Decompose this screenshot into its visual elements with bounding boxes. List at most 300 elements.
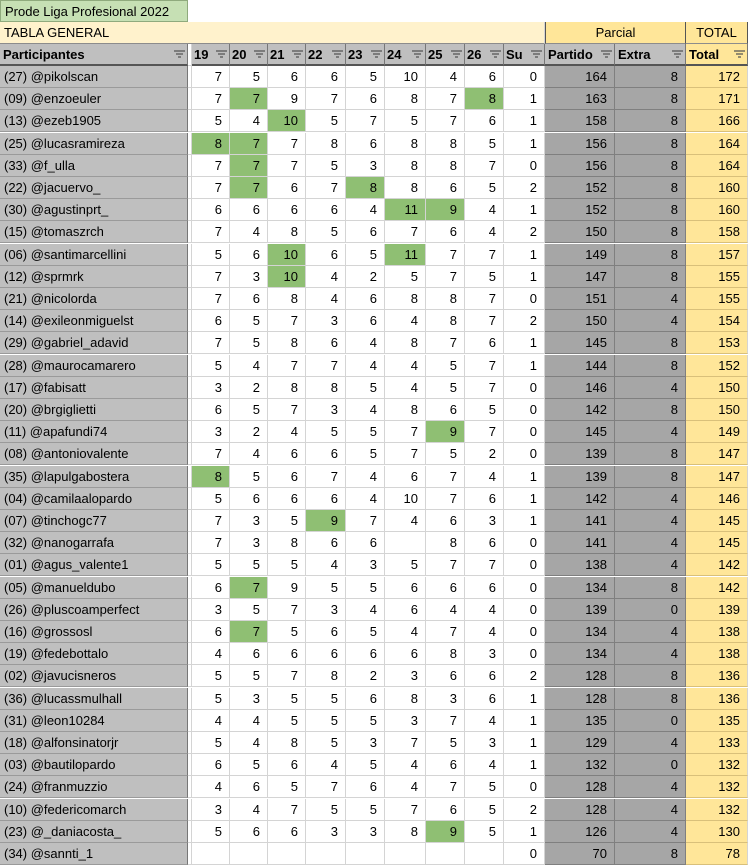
total-points[interactable]: 172 (686, 66, 748, 88)
extra-points[interactable]: 8 (615, 355, 686, 377)
week-score-cell[interactable]: 6 (465, 488, 504, 510)
week-score-cell[interactable]: 5 (192, 821, 230, 843)
filter-dropdown-icon[interactable] (734, 49, 745, 60)
week-score-cell[interactable]: 8 (306, 133, 346, 155)
week-score-cell[interactable]: 3 (465, 732, 504, 754)
participant-name[interactable]: (36) @lucassmulhall (0, 688, 188, 710)
extra-points[interactable]: 8 (615, 88, 686, 110)
week-score-cell[interactable]: 8 (268, 221, 306, 243)
total-points[interactable]: 171 (686, 88, 748, 110)
total-points[interactable]: 150 (686, 399, 748, 421)
partido-points[interactable]: 70 (545, 843, 615, 865)
week-score-cell[interactable]: 3 (465, 510, 504, 532)
filter-dropdown-icon[interactable] (451, 49, 462, 60)
participant-name[interactable]: (33) @f_ulla (0, 155, 188, 177)
partido-points[interactable]: 128 (545, 776, 615, 798)
week-score-cell[interactable]: 6 (268, 466, 306, 488)
extra-points[interactable]: 8 (615, 155, 686, 177)
week-score-cell[interactable]: 4 (346, 332, 385, 354)
week-score-cell[interactable]: 5 (230, 554, 268, 576)
week-score-cell[interactable]: 6 (426, 577, 465, 599)
week-score-cell[interactable]: 8 (385, 688, 426, 710)
participant-name[interactable]: (02) @javucisneros (0, 665, 188, 687)
extra-points[interactable]: 4 (615, 310, 686, 332)
week-score-cell[interactable]: 2 (504, 665, 545, 687)
participant-name[interactable]: (09) @enzoeuler (0, 88, 188, 110)
week-score-cell[interactable]: 4 (192, 710, 230, 732)
week-score-cell[interactable]: 5 (306, 221, 346, 243)
week-score-cell[interactable]: 5 (268, 710, 306, 732)
week-score-cell[interactable]: 9 (268, 577, 306, 599)
week-score-cell[interactable]: 2 (504, 177, 545, 199)
partido-points[interactable]: 145 (545, 332, 615, 354)
week-score-cell[interactable]: 1 (504, 710, 545, 732)
week-score-cell[interactable]: 5 (465, 399, 504, 421)
week-score-cell[interactable]: 8 (385, 177, 426, 199)
week-score-cell[interactable]: 8 (385, 288, 426, 310)
week-score-cell[interactable]: 7 (306, 776, 346, 798)
week-score-cell[interactable]: 2 (504, 221, 545, 243)
participant-name[interactable]: (20) @brgiglietti (0, 399, 188, 421)
week-score-cell[interactable]: 6 (346, 532, 385, 554)
week-score-cell[interactable]: 9 (426, 821, 465, 843)
week-score-cell[interactable]: 1 (504, 88, 545, 110)
week-score-cell[interactable]: 4 (230, 443, 268, 465)
week-score-cell[interactable]: 1 (504, 488, 545, 510)
week-score-cell[interactable]: 8 (268, 288, 306, 310)
week-score-cell[interactable]: 5 (385, 110, 426, 132)
week-score-cell[interactable]: 4 (385, 310, 426, 332)
week-score-cell[interactable]: 5 (268, 776, 306, 798)
partido-points[interactable]: 152 (545, 177, 615, 199)
week-score-cell[interactable] (306, 843, 346, 865)
week-score-cell[interactable]: 5 (306, 799, 346, 821)
week-score-cell[interactable]: 6 (230, 821, 268, 843)
week-score-cell[interactable]: 5 (346, 66, 385, 88)
week-score-cell[interactable]: 8 (385, 332, 426, 354)
week-score-cell[interactable]: 7 (230, 577, 268, 599)
participantes-header[interactable]: Participantes (0, 44, 188, 66)
week-score-cell[interactable]: 5 (306, 421, 346, 443)
extra-points[interactable]: 4 (615, 732, 686, 754)
week-score-cell[interactable]: 6 (306, 488, 346, 510)
week-header-26[interactable]: 26 (465, 44, 504, 66)
week-score-cell[interactable]: 5 (230, 599, 268, 621)
week-score-cell[interactable]: 7 (192, 177, 230, 199)
week-score-cell[interactable]: 4 (465, 199, 504, 221)
participant-name[interactable]: (11) @apafundi74 (0, 421, 188, 443)
partido-points[interactable]: 129 (545, 732, 615, 754)
week-score-cell[interactable]: 7 (192, 443, 230, 465)
week-score-cell[interactable]: 6 (426, 510, 465, 532)
week-score-cell[interactable]: 1 (504, 199, 545, 221)
week-score-cell[interactable]: 4 (230, 732, 268, 754)
week-score-cell[interactable]: 0 (504, 421, 545, 443)
extra-points[interactable]: 4 (615, 532, 686, 554)
week-score-cell[interactable]: 7 (426, 88, 465, 110)
week-score-cell[interactable]: 6 (346, 310, 385, 332)
week-score-cell[interactable]: 3 (385, 665, 426, 687)
week-score-cell[interactable]: 6 (192, 310, 230, 332)
week-score-cell[interactable]: 3 (192, 799, 230, 821)
week-score-cell[interactable]: 8 (268, 377, 306, 399)
week-score-cell[interactable] (346, 843, 385, 865)
week-score-cell[interactable]: 6 (465, 110, 504, 132)
participant-name[interactable]: (13) @ezeb1905 (0, 110, 188, 132)
partido-points[interactable]: 147 (545, 266, 615, 288)
week-score-cell[interactable]: 4 (385, 621, 426, 643)
week-score-cell[interactable]: 7 (385, 732, 426, 754)
week-score-cell[interactable]: 6 (306, 643, 346, 665)
week-score-cell[interactable]: 4 (268, 421, 306, 443)
participant-name[interactable]: (12) @sprmrk (0, 266, 188, 288)
week-score-cell[interactable]: 3 (230, 688, 268, 710)
week-score-cell[interactable]: 0 (504, 532, 545, 554)
participant-name[interactable]: (34) @sannti_1 (0, 843, 188, 865)
week-score-cell[interactable]: 6 (346, 133, 385, 155)
total-group-header[interactable]: TOTAL (686, 22, 748, 44)
participant-name[interactable]: (06) @santimarcellini (0, 244, 188, 266)
week-score-cell[interactable]: 4 (346, 199, 385, 221)
week-score-cell[interactable]: 4 (230, 799, 268, 821)
week-score-cell[interactable]: 7 (426, 110, 465, 132)
week-score-cell[interactable]: 3 (306, 310, 346, 332)
filter-dropdown-icon[interactable] (490, 49, 501, 60)
week-score-cell[interactable]: 6 (465, 332, 504, 354)
week-score-cell[interactable]: 5 (230, 66, 268, 88)
total-points[interactable]: 133 (686, 732, 748, 754)
week-score-cell[interactable]: 0 (504, 599, 545, 621)
extra-points[interactable]: 8 (615, 843, 686, 865)
filter-dropdown-icon[interactable] (672, 49, 683, 60)
week-score-cell[interactable]: 7 (465, 244, 504, 266)
week-score-cell[interactable]: 6 (306, 532, 346, 554)
partido-points[interactable]: 132 (545, 754, 615, 776)
week-score-cell[interactable]: 4 (385, 355, 426, 377)
week-score-cell[interactable]: 5 (346, 799, 385, 821)
week-header-20[interactable]: 20 (230, 44, 268, 66)
week-score-cell[interactable]: 7 (426, 488, 465, 510)
filter-dropdown-icon[interactable] (254, 49, 265, 60)
week-score-cell[interactable]: 5 (230, 332, 268, 354)
week-score-cell[interactable]: 3 (346, 821, 385, 843)
week-score-cell[interactable]: 5 (192, 244, 230, 266)
week-score-cell[interactable]: 6 (268, 488, 306, 510)
partido-points[interactable]: 139 (545, 599, 615, 621)
participant-name[interactable]: (16) @grossosl (0, 621, 188, 643)
partido-points[interactable]: 146 (545, 377, 615, 399)
extra-points[interactable]: 4 (615, 621, 686, 643)
partido-points[interactable]: 134 (545, 643, 615, 665)
week-score-cell[interactable]: 5 (465, 266, 504, 288)
extra-points[interactable]: 4 (615, 377, 686, 399)
extra-points[interactable]: 4 (615, 288, 686, 310)
week-score-cell[interactable]: 6 (268, 66, 306, 88)
week-score-cell[interactable]: 7 (306, 88, 346, 110)
week-score-cell[interactable]: 5 (346, 443, 385, 465)
week-header-24[interactable]: 24 (385, 44, 426, 66)
week-score-cell[interactable]: 4 (192, 643, 230, 665)
week-score-cell[interactable]: 4 (346, 466, 385, 488)
week-score-cell[interactable]: 8 (192, 133, 230, 155)
week-score-cell[interactable]: 0 (504, 577, 545, 599)
week-score-cell[interactable]: 6 (192, 754, 230, 776)
participant-name[interactable]: (15) @tomaszrch (0, 221, 188, 243)
participant-name[interactable]: (25) @lucasramireza (0, 133, 188, 155)
week-score-cell[interactable]: 5 (192, 554, 230, 576)
extra-points[interactable]: 8 (615, 266, 686, 288)
week-score-cell[interactable]: 2 (465, 443, 504, 465)
participant-name[interactable]: (17) @fabisatt (0, 377, 188, 399)
week-score-cell[interactable]: 10 (385, 66, 426, 88)
week-score-cell[interactable]: 5 (385, 266, 426, 288)
week-score-cell[interactable]: 6 (230, 244, 268, 266)
extra-points[interactable]: 8 (615, 332, 686, 354)
participant-name[interactable]: (07) @tinchogc77 (0, 510, 188, 532)
total-points[interactable]: 138 (686, 643, 748, 665)
week-score-cell[interactable]: 7 (306, 466, 346, 488)
week-score-cell[interactable]: 10 (268, 110, 306, 132)
week-score-cell[interactable]: 7 (465, 554, 504, 576)
week-score-cell[interactable]: 5 (306, 732, 346, 754)
week-score-cell[interactable]: 7 (426, 266, 465, 288)
week-score-cell[interactable]: 7 (385, 221, 426, 243)
week-header-23[interactable]: 23 (346, 44, 385, 66)
partido-points[interactable]: 163 (545, 88, 615, 110)
total-points[interactable]: 78 (686, 843, 748, 865)
week-score-cell[interactable]: 6 (268, 754, 306, 776)
partido-points[interactable]: 141 (545, 510, 615, 532)
partido-points[interactable]: 141 (545, 532, 615, 554)
week-score-cell[interactable]: 8 (426, 133, 465, 155)
week-score-cell[interactable]: 5 (346, 244, 385, 266)
week-score-cell[interactable]: 7 (465, 155, 504, 177)
week-score-cell[interactable]: 6 (346, 288, 385, 310)
week-score-cell[interactable]: 6 (230, 488, 268, 510)
total-points[interactable]: 164 (686, 155, 748, 177)
week-score-cell[interactable]: 4 (346, 399, 385, 421)
week-score-cell[interactable]: 6 (465, 532, 504, 554)
week-score-cell[interactable]: 5 (426, 443, 465, 465)
week-score-cell[interactable]: 4 (385, 377, 426, 399)
week-score-cell[interactable]: 7 (426, 332, 465, 354)
week-score-cell[interactable]: 6 (385, 599, 426, 621)
week-score-cell[interactable]: 3 (306, 821, 346, 843)
total-points[interactable]: 147 (686, 443, 748, 465)
sheet-title[interactable]: Prode Liga Profesional 2022 (0, 0, 188, 22)
week-score-cell[interactable]: 5 (268, 554, 306, 576)
partido-points[interactable]: 164 (545, 66, 615, 88)
partido-points[interactable]: 139 (545, 466, 615, 488)
week-score-cell[interactable]: 9 (306, 510, 346, 532)
extra-points[interactable]: 0 (615, 754, 686, 776)
week-score-cell[interactable]: 2 (346, 665, 385, 687)
week-score-cell[interactable]: 7 (426, 710, 465, 732)
week-score-cell[interactable]: 3 (230, 510, 268, 532)
week-score-cell[interactable]: 7 (192, 155, 230, 177)
week-score-cell[interactable] (426, 843, 465, 865)
total-points[interactable]: 149 (686, 421, 748, 443)
week-score-cell[interactable]: 8 (426, 532, 465, 554)
extra-points[interactable]: 8 (615, 66, 686, 88)
week-score-cell[interactable]: 7 (192, 221, 230, 243)
week-score-cell[interactable]: 0 (504, 843, 545, 865)
participant-name[interactable]: (21) @nicolorda (0, 288, 188, 310)
week-score-cell[interactable]: 8 (385, 155, 426, 177)
partido-points[interactable]: 144 (545, 355, 615, 377)
week-score-cell[interactable]: 3 (230, 266, 268, 288)
week-score-cell[interactable]: 3 (465, 643, 504, 665)
week-score-cell[interactable]: 7 (268, 355, 306, 377)
week-score-cell[interactable]: 1 (504, 266, 545, 288)
week-score-cell[interactable]: 2 (230, 421, 268, 443)
week-score-cell[interactable]: 8 (385, 133, 426, 155)
week-score-cell[interactable]: 10 (268, 266, 306, 288)
week-score-cell[interactable]: 7 (268, 665, 306, 687)
total-points[interactable]: 145 (686, 532, 748, 554)
week-score-cell[interactable]: 9 (426, 199, 465, 221)
week-score-cell[interactable]: 7 (306, 355, 346, 377)
week-score-cell[interactable]: 8 (426, 643, 465, 665)
week-score-cell[interactable]: 5 (465, 133, 504, 155)
week-score-cell[interactable]: 9 (268, 88, 306, 110)
partido-points[interactable]: 142 (545, 488, 615, 510)
extra-header[interactable]: Extra (615, 44, 686, 66)
extra-points[interactable]: 8 (615, 665, 686, 687)
week-score-cell[interactable]: 8 (426, 288, 465, 310)
total-points[interactable]: 153 (686, 332, 748, 354)
week-score-cell[interactable]: 5 (465, 799, 504, 821)
week-score-cell[interactable]: 6 (426, 799, 465, 821)
week-score-cell[interactable]: 0 (504, 643, 545, 665)
total-points[interactable]: 138 (686, 621, 748, 643)
total-points[interactable]: 164 (686, 133, 748, 155)
week-score-cell[interactable]: 6 (346, 776, 385, 798)
week-score-cell[interactable]: 6 (268, 199, 306, 221)
week-score-cell[interactable]: 8 (465, 88, 504, 110)
parcial-header[interactable]: Parcial (545, 22, 686, 44)
week-score-cell[interactable]: 6 (306, 244, 346, 266)
participant-name[interactable]: (24) @franmuzzio (0, 776, 188, 798)
week-score-cell[interactable]: 8 (268, 332, 306, 354)
week-score-cell[interactable]: 4 (385, 510, 426, 532)
participant-name[interactable]: (32) @nanogarrafa (0, 532, 188, 554)
week-header-19[interactable]: 19 (192, 44, 230, 66)
week-header-21[interactable]: 21 (268, 44, 306, 66)
week-score-cell[interactable]: 5 (346, 754, 385, 776)
week-score-cell[interactable]: 4 (385, 776, 426, 798)
week-score-cell[interactable]: 7 (426, 554, 465, 576)
week-score-cell[interactable]: 1 (504, 466, 545, 488)
week-score-cell[interactable]: 6 (306, 66, 346, 88)
week-score-cell[interactable]: 6 (465, 577, 504, 599)
week-score-cell[interactable]: 7 (346, 510, 385, 532)
week-score-cell[interactable]: 4 (465, 466, 504, 488)
week-score-cell[interactable]: 7 (385, 443, 426, 465)
week-score-cell[interactable]: 4 (306, 288, 346, 310)
week-score-cell[interactable]: 4 (230, 221, 268, 243)
week-score-cell[interactable]: 6 (230, 776, 268, 798)
filter-dropdown-icon[interactable] (332, 49, 343, 60)
week-score-cell[interactable]: 8 (268, 732, 306, 754)
filter-dropdown-icon[interactable] (531, 49, 542, 60)
week-score-cell[interactable]: 0 (504, 443, 545, 465)
extra-points[interactable]: 8 (615, 110, 686, 132)
week-score-cell[interactable]: 0 (504, 66, 545, 88)
week-score-cell[interactable]: 7 (385, 421, 426, 443)
partido-points[interactable]: 134 (545, 621, 615, 643)
filter-dropdown-icon[interactable] (216, 49, 227, 60)
week-score-cell[interactable]: 7 (426, 244, 465, 266)
total-points[interactable]: 152 (686, 355, 748, 377)
total-points[interactable]: 146 (686, 488, 748, 510)
week-score-cell[interactable]: 5 (192, 732, 230, 754)
week-score-cell[interactable]: 10 (385, 488, 426, 510)
extra-points[interactable]: 4 (615, 776, 686, 798)
total-points[interactable]: 130 (686, 821, 748, 843)
total-header[interactable]: Total (686, 44, 748, 66)
week-score-cell[interactable]: 5 (230, 665, 268, 687)
week-score-cell[interactable]: 7 (230, 621, 268, 643)
week-score-cell[interactable]: 7 (192, 266, 230, 288)
total-points[interactable]: 150 (686, 377, 748, 399)
partido-points[interactable]: 138 (545, 554, 615, 576)
week-score-cell[interactable]: 6 (306, 199, 346, 221)
week-score-cell[interactable]: 7 (268, 155, 306, 177)
partido-points[interactable]: 145 (545, 421, 615, 443)
partido-points[interactable]: 128 (545, 799, 615, 821)
week-score-cell[interactable]: 7 (230, 177, 268, 199)
partido-points[interactable]: 152 (545, 199, 615, 221)
week-score-cell[interactable]: 7 (192, 510, 230, 532)
week-score-cell[interactable]: 5 (306, 710, 346, 732)
participant-name[interactable]: (14) @exileonmiguelst (0, 310, 188, 332)
week-score-cell[interactable]: 7 (268, 399, 306, 421)
filter-dropdown-icon[interactable] (174, 49, 185, 60)
participant-name[interactable]: (19) @fedebottalo (0, 643, 188, 665)
week-score-cell[interactable]: 7 (230, 88, 268, 110)
extra-points[interactable]: 8 (615, 221, 686, 243)
week-header-su[interactable]: Su (504, 44, 545, 66)
total-points[interactable]: 155 (686, 266, 748, 288)
week-score-cell[interactable]: 2 (230, 377, 268, 399)
partido-points[interactable]: 156 (545, 133, 615, 155)
week-score-cell[interactable]: 0 (504, 621, 545, 643)
participant-name[interactable]: (03) @bautilopardo (0, 754, 188, 776)
week-score-cell[interactable]: 1 (504, 244, 545, 266)
week-score-cell[interactable]: 4 (306, 554, 346, 576)
week-score-cell[interactable]: 0 (504, 399, 545, 421)
week-score-cell[interactable]: 1 (504, 688, 545, 710)
week-score-cell[interactable]: 4 (346, 599, 385, 621)
week-score-cell[interactable]: 7 (268, 599, 306, 621)
partido-points[interactable]: 126 (545, 821, 615, 843)
week-score-cell[interactable]: 3 (426, 688, 465, 710)
total-points[interactable]: 132 (686, 754, 748, 776)
week-score-cell[interactable]: 8 (268, 532, 306, 554)
week-score-cell[interactable]: 5 (306, 688, 346, 710)
total-points[interactable]: 154 (686, 310, 748, 332)
extra-points[interactable]: 4 (615, 510, 686, 532)
week-score-cell[interactable]: 7 (268, 799, 306, 821)
week-score-cell[interactable]: 5 (306, 577, 346, 599)
week-score-cell[interactable]: 5 (268, 510, 306, 532)
week-score-cell[interactable]: 7 (385, 799, 426, 821)
week-score-cell[interactable]: 5 (268, 621, 306, 643)
week-score-cell[interactable]: 6 (346, 221, 385, 243)
week-header-25[interactable]: 25 (426, 44, 465, 66)
week-score-cell[interactable]: 7 (268, 310, 306, 332)
